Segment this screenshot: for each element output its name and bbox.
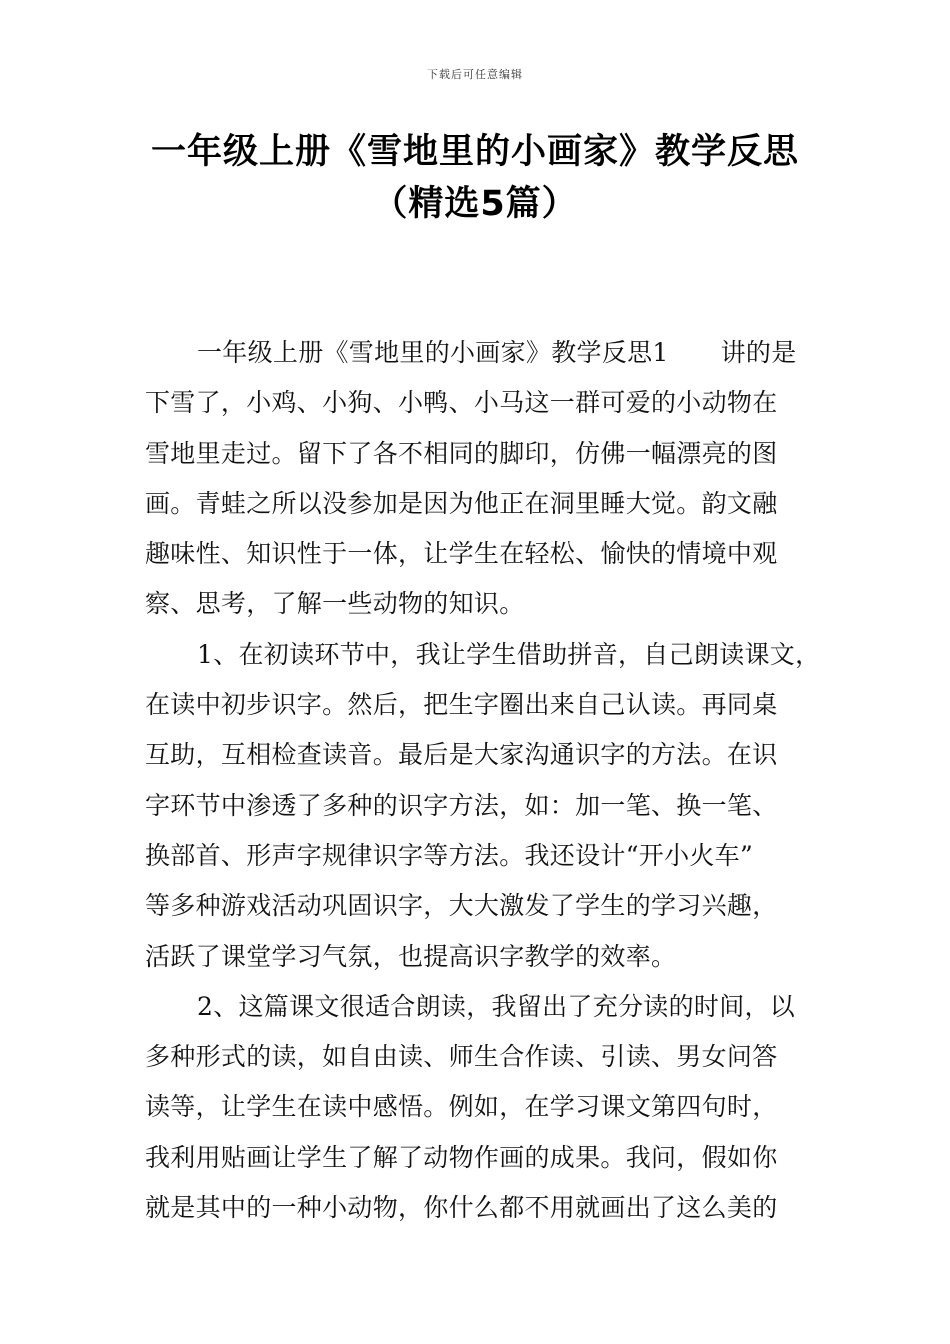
title-line-1: 一年级上册《雪地里的小画家》教学反思 <box>150 132 799 172</box>
paragraph-2-line-6: 等多种游戏活动巩固识字，大大激发了学生的学习兴趣， <box>145 891 778 921</box>
paragraph-1-line-1 <box>145 328 810 378</box>
paragraph-3-line-1: 2、这篇课文很适合朗读，我留出了充分读的时间，以 <box>197 991 796 1021</box>
paragraph-3-line-3: 读等，让学生在读中感悟。例如，在学习课文第四句时， <box>145 1092 778 1122</box>
paragraph-1-line-4: 画。青蛙之所以没参加是因为他正在洞里睡大觉。韵文融 <box>145 488 778 518</box>
header-note: 下载后可任意编辑 <box>427 68 523 81</box>
paragraph-1-line-1-tail: 讲的是 <box>720 338 797 367</box>
paragraph-1-line-6: 察、思考，了解一些动物的知识。 <box>145 589 525 619</box>
paragraph-3-line-5: 就是其中的一种小动物，你什么都不用就画出了这么美的 <box>145 1193 778 1223</box>
document-title <box>60 126 890 230</box>
paragraph-3-line-4: 我利用贴画让学生了解了动物作画的成果。我问，假如你 <box>145 1142 778 1172</box>
paragraph-2-line-3: 互助，互相检查读音。最后是大家沟通识字的方法。在识 <box>145 740 778 770</box>
paragraph-1-line-5: 趣味性、知识性于一体，让学生在轻松、愉快的情境中观 <box>145 539 778 569</box>
title-line-2: （精选5篇） <box>372 184 578 224</box>
paragraph-3-line-2: 多种形式的读，如自由读、师生合作读、引读、男女问答 <box>145 1042 778 1072</box>
paragraph-2-line-2: 在读中初步识字。然后，把生字圈出来自己认读。再同桌 <box>145 690 778 720</box>
paragraph-2-line-7: 活跃了课堂学习气氛，也提高识字教学的效率。 <box>145 941 677 971</box>
document-body <box>145 328 821 1233</box>
paragraph-2-line-4: 字环节中渗透了多种的识字方法，如：加一笔、换一笔、 <box>145 790 778 820</box>
paragraph-2-line-1: 1、在初读环节中，我让学生借助拼音，自己朗读课文， <box>197 639 821 669</box>
paragraph-2-line-5: 换部首、形声字规律识字等方法。我还设计“开小火车” <box>145 840 754 870</box>
paragraph-1-line-3: 雪地里走过。留下了各不相同的脚印，仿佛一幅漂亮的图 <box>145 438 778 468</box>
paragraph-1-heading: 一年级上册《雪地里的小画家》教学反思1 <box>197 338 669 367</box>
paragraph-1-line-2: 下雪了，小鸡、小狗、小鸭、小马这一群可爱的小动物在 <box>145 388 778 418</box>
